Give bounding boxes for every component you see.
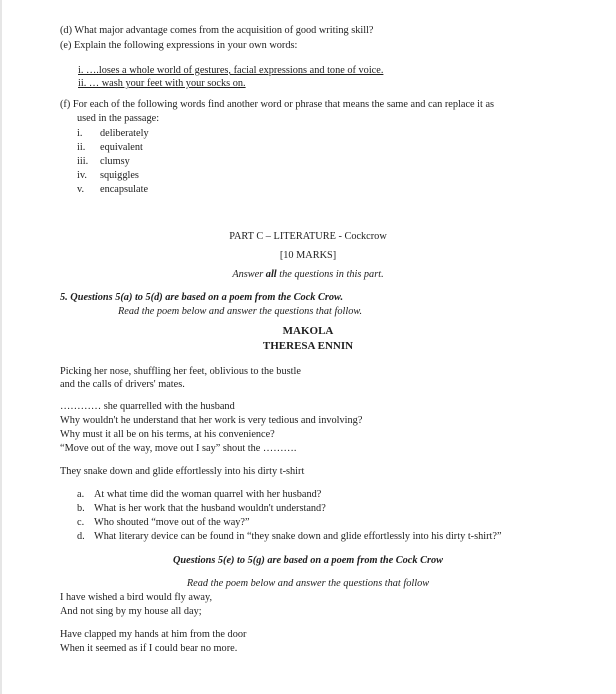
question-text: At what time did the woman quarrel with her husband? bbox=[94, 489, 322, 500]
f-item-word: equivalent bbox=[100, 142, 143, 153]
question-e-item-2: ii. … wash your feet with your socks on. bbox=[78, 78, 246, 89]
question-e: (e) Explain the following expressions in your own words: bbox=[60, 40, 298, 51]
question-letter: b. bbox=[77, 503, 85, 514]
poem-line: When it seemed as if I could bear no more. bbox=[60, 643, 238, 654]
poem-author: THERESA ENNIN bbox=[262, 340, 354, 352]
poem-line: Why must it all be on his terms, at his convenience? bbox=[60, 429, 275, 440]
poem-line: They snake down and glide effortlessly into his dirty t-shirt bbox=[60, 466, 305, 477]
f-item-word: clumsy bbox=[100, 156, 130, 167]
part-c-instruction: Answer all the questions in this part. bbox=[232, 269, 384, 280]
question-5e-subheading: Read the poem below and answer the questions that follow bbox=[186, 578, 430, 589]
f-item-num: iv. bbox=[77, 170, 87, 181]
poem-line: Have clapped my hands at him from the door bbox=[60, 629, 247, 640]
question-text: What literary device can be found in “they snake down and glide effortlessly into his dirty t-shirt?” bbox=[94, 531, 502, 542]
poem-line: “Move out of the way, move out I say” shout the ………. bbox=[60, 443, 297, 454]
poem-title: MAKOLA bbox=[282, 325, 334, 337]
question-letter: d. bbox=[77, 531, 85, 542]
question-text: What is her work that the husband wouldn't understand? bbox=[94, 503, 326, 514]
question-f-line-2: used in the passage: bbox=[77, 113, 160, 124]
f-item-num: ii. bbox=[77, 142, 86, 153]
question-f-line-1: (f) For each of the following words find another word or phrase that means the same and can replace it as bbox=[60, 99, 495, 110]
f-item-num: i. bbox=[77, 128, 83, 139]
poem-line: And not sing by my house all day; bbox=[60, 606, 202, 617]
poem-line: ………… she quarrelled with the husband bbox=[60, 401, 235, 412]
question-5e-heading: Questions 5(e) to 5(g) are based on a poem from the Cock Crow bbox=[172, 555, 443, 566]
poem-line: I have wished a bird would fly away, bbox=[60, 592, 213, 603]
part-c-marks: [10 MARKS] bbox=[279, 250, 337, 261]
f-item-word: squiggles bbox=[100, 170, 139, 181]
poem-line: Picking her nose, shuffling her feet, oblivious to the bustle bbox=[60, 366, 301, 377]
f-item-word: deliberately bbox=[100, 128, 149, 139]
poem-line: Why wouldn't he understand that her work is very tedious and involving? bbox=[60, 415, 363, 426]
question-letter: c. bbox=[77, 517, 85, 528]
question-letter: a. bbox=[77, 489, 85, 500]
question-5-subheading: Read the poem below and answer the questions that follow. bbox=[118, 306, 363, 317]
question-d: (d) What major advantage comes from the acquisition of good writing skill? bbox=[60, 25, 374, 36]
question-e-item-1: i. ….loses a whole world of gestures, facial expressions and tone of voice. bbox=[78, 65, 384, 76]
poem-line: and the calls of drivers' mates. bbox=[60, 379, 185, 390]
question-5-heading: 5. Questions 5(a) to 5(d) are based on a poem from the Cock Crow. bbox=[60, 292, 344, 303]
part-c-title: PART C – LITERATURE - Cockcrow bbox=[229, 231, 387, 242]
f-item-num: iii. bbox=[77, 156, 89, 167]
f-item-num: v. bbox=[77, 184, 85, 195]
f-item-word: encapsulate bbox=[100, 184, 149, 195]
question-text: Who shouted “move out of the way?” bbox=[94, 517, 250, 528]
